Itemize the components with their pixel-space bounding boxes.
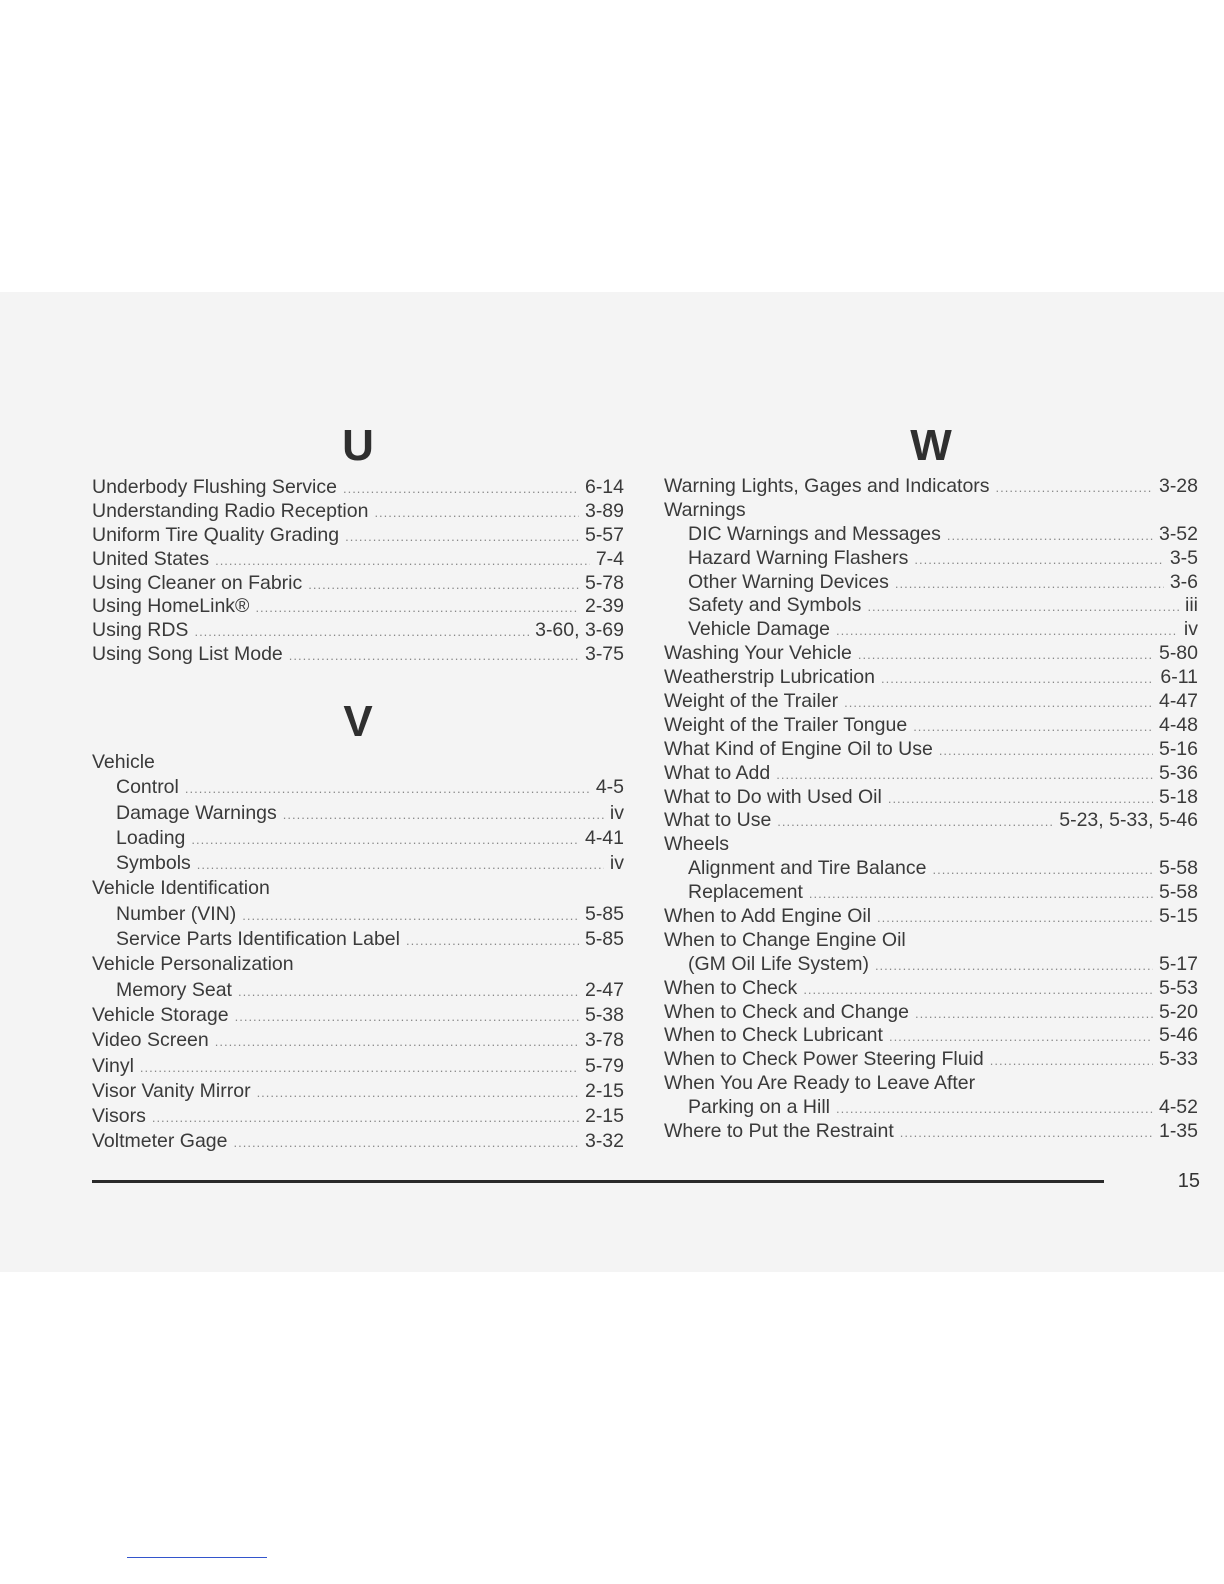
entry-label: Using HomeLink® xyxy=(92,595,250,618)
entry-page-ref: 4-47 xyxy=(1158,690,1198,713)
index-entry xyxy=(92,619,624,643)
entry-label: Warnings xyxy=(664,498,746,521)
entry-page-ref: 5-33 xyxy=(1158,1048,1198,1071)
entry-label: Parking on a Hill xyxy=(688,1096,830,1119)
index-entry xyxy=(664,905,1198,929)
index-entry xyxy=(92,524,624,548)
entry-page-ref: 3-78 xyxy=(584,1029,624,1052)
entry-label: Vehicle Personalization xyxy=(92,953,294,976)
dot-leader xyxy=(889,1025,1153,1049)
entry-label: Damage Warnings xyxy=(116,801,277,824)
index-entry xyxy=(664,809,1198,833)
entry-page-ref: 3-6 xyxy=(1169,570,1198,593)
index-entry xyxy=(92,978,624,1003)
section-v-entries xyxy=(92,750,624,1155)
index-entry xyxy=(92,1079,624,1104)
entry-page-ref: 5-79 xyxy=(584,1054,624,1077)
index-entry xyxy=(92,927,624,952)
dot-leader xyxy=(836,1097,1153,1121)
dot-leader xyxy=(343,477,579,501)
dot-leader xyxy=(289,644,579,668)
dot-leader xyxy=(867,595,1179,619)
entry-page-ref: 4-52 xyxy=(1158,1096,1198,1119)
entry-label: Washing Your Vehicle xyxy=(664,642,852,665)
entry-label: What Kind of Engine Oil to Use xyxy=(664,737,933,760)
entry-label: Loading xyxy=(116,826,186,849)
entry-page-ref: 3-75 xyxy=(584,643,624,666)
entry-label: Vehicle Damage xyxy=(688,618,831,641)
entry-page-ref: 5-38 xyxy=(584,1003,624,1026)
index-entry xyxy=(664,666,1198,690)
dot-leader xyxy=(803,978,1153,1002)
entry-page-ref: 4-5 xyxy=(595,776,624,799)
entry-label: Warning Lights, Gages and Indicators xyxy=(664,475,990,497)
index-entry xyxy=(664,762,1198,786)
entry-page-ref: 2-15 xyxy=(584,1079,624,1102)
index-entry xyxy=(92,476,624,500)
entry-page-ref: 5-58 xyxy=(1158,881,1198,904)
entry-page-ref: 5-57 xyxy=(584,523,624,546)
index-entry xyxy=(664,547,1198,571)
index-entry xyxy=(92,1028,624,1053)
index-entry xyxy=(92,548,624,572)
index-entry xyxy=(664,1120,1198,1144)
index-entry xyxy=(92,643,624,667)
entry-page-ref: 5-23, 5-33, 5-46 xyxy=(1059,809,1198,832)
entry-page-ref: 3-89 xyxy=(584,499,624,522)
entry-label: Control xyxy=(116,776,179,799)
dot-leader xyxy=(215,1029,579,1054)
dot-leader xyxy=(234,1130,579,1155)
entry-label: Using RDS xyxy=(92,619,189,642)
entry-label: Memory Seat xyxy=(116,978,232,1001)
entry-page-ref: 5-15 xyxy=(1158,905,1198,928)
dot-leader xyxy=(875,954,1153,978)
entry-page-ref: 6-14 xyxy=(584,476,624,498)
entry-page-ref: 3-28 xyxy=(1158,475,1198,497)
dot-leader xyxy=(242,903,579,928)
entry-page-ref: 2-47 xyxy=(584,978,624,1001)
index-entry xyxy=(664,594,1198,618)
entry-page-ref: iv xyxy=(1183,618,1198,641)
dot-leader xyxy=(308,573,579,597)
entry-label: (GM Oil Life System) xyxy=(688,952,869,975)
index-entry xyxy=(664,786,1198,810)
footer-rule xyxy=(92,1180,1104,1183)
entry-page-ref: 5-20 xyxy=(1158,1000,1198,1023)
dot-leader xyxy=(374,501,579,525)
entry-page-ref: 4-41 xyxy=(584,826,624,849)
index-entry xyxy=(664,738,1198,762)
entry-page-ref: 4-48 xyxy=(1158,713,1198,736)
index-entry xyxy=(92,826,624,851)
entry-label: Other Warning Devices xyxy=(688,570,889,593)
dot-leader xyxy=(235,1004,579,1029)
dot-leader xyxy=(881,667,1154,691)
entry-page-ref: iv xyxy=(609,852,624,875)
entry-label: When to Check Power Steering Fluid xyxy=(664,1048,984,1071)
dot-leader xyxy=(345,525,579,549)
index-entry xyxy=(92,851,624,876)
dot-leader xyxy=(152,1105,579,1130)
index-entry xyxy=(92,1129,624,1154)
index-entry xyxy=(92,902,624,927)
entry-label: Visor Vanity Mirror xyxy=(92,1079,251,1102)
dot-leader xyxy=(996,476,1153,500)
index-entry-heading xyxy=(664,833,1198,857)
entry-page-ref: 5-18 xyxy=(1158,785,1198,808)
index-entry xyxy=(664,977,1198,1001)
section-w-entries xyxy=(664,475,1198,1144)
entry-page-ref: iv xyxy=(609,801,624,824)
index-entry xyxy=(664,618,1198,642)
index-entry xyxy=(664,1024,1198,1048)
entry-page-ref: 5-80 xyxy=(1158,642,1198,665)
entry-page-ref: 5-17 xyxy=(1158,952,1198,975)
entry-label: Understanding Radio Reception xyxy=(92,499,369,522)
entry-label: United States xyxy=(92,547,210,570)
entry-label: When to Check and Change xyxy=(664,1000,909,1023)
index-entry xyxy=(664,571,1198,595)
entry-label: Weight of the Trailer Tongue xyxy=(664,713,908,736)
entry-page-ref: 5-53 xyxy=(1158,976,1198,999)
entry-page-ref: 3-5 xyxy=(1169,546,1198,569)
entry-page-ref: 5-46 xyxy=(1158,1024,1198,1047)
entry-label: When You Are Ready to Leave After xyxy=(664,1072,976,1095)
entry-page-ref: 1-35 xyxy=(1158,1120,1198,1143)
dot-leader xyxy=(915,1002,1153,1026)
index-entry xyxy=(92,1104,624,1129)
index-entry xyxy=(664,953,1198,977)
index-entry xyxy=(92,572,624,596)
dot-leader xyxy=(257,1080,579,1105)
entry-label: Symbols xyxy=(116,852,191,875)
dot-leader xyxy=(809,882,1153,906)
entry-label: Vehicle Identification xyxy=(92,877,270,900)
dot-leader xyxy=(283,802,604,827)
entry-page-ref: 5-58 xyxy=(1158,857,1198,880)
index-entry xyxy=(92,801,624,826)
index-entry xyxy=(92,775,624,800)
dot-leader xyxy=(895,572,1164,596)
entry-page-ref: 5-85 xyxy=(584,902,624,925)
dot-leader xyxy=(185,776,590,801)
entry-label: Replacement xyxy=(688,881,803,904)
dot-leader xyxy=(939,739,1153,763)
index-entry xyxy=(664,1001,1198,1025)
index-entry xyxy=(664,1096,1198,1120)
entry-page-ref: 2-39 xyxy=(584,595,624,618)
entry-page-ref: 5-78 xyxy=(584,571,624,594)
dot-leader xyxy=(197,852,604,877)
section-u-entries xyxy=(92,476,624,667)
entry-label: Using Song List Mode xyxy=(92,643,283,666)
entry-label: Service Parts Identification Label xyxy=(116,928,400,951)
entry-label: What to Add xyxy=(664,761,771,784)
entry-label: Safety and Symbols xyxy=(688,594,862,617)
entry-page-ref: 3-52 xyxy=(1158,522,1198,545)
entry-page-ref: 3-60, 3-69 xyxy=(535,619,624,642)
entry-label: DIC Warnings and Messages xyxy=(688,522,941,545)
section-letter-u: U xyxy=(342,421,374,470)
index-entry xyxy=(92,1003,624,1028)
entry-page-ref: 5-36 xyxy=(1158,761,1198,784)
entry-page-ref: 5-85 xyxy=(584,928,624,951)
footer-link-underline xyxy=(127,1557,267,1558)
dot-leader xyxy=(900,1121,1153,1145)
entry-label: What to Do with Used Oil xyxy=(664,785,882,808)
index-entry-heading xyxy=(92,952,624,977)
dot-leader xyxy=(776,763,1153,787)
entry-label: Vehicle Storage xyxy=(92,1003,229,1026)
index-entry xyxy=(92,1054,624,1079)
section-letter-w: W xyxy=(910,421,952,470)
dot-leader xyxy=(990,1049,1153,1073)
index-entry xyxy=(664,1048,1198,1072)
dot-leader xyxy=(238,979,579,1004)
entry-label: Vehicle xyxy=(92,751,155,773)
dot-leader xyxy=(194,620,529,644)
index-entry xyxy=(664,857,1198,881)
section-letter-v: V xyxy=(343,697,373,746)
entry-label: Alignment and Tire Balance xyxy=(688,857,927,880)
entry-label: What to Use xyxy=(664,809,772,832)
entry-label: When to Check xyxy=(664,976,798,999)
index-entry xyxy=(664,714,1198,738)
index-entry-heading xyxy=(664,1072,1198,1096)
entry-label: When to Add Engine Oil xyxy=(664,905,872,928)
dot-leader xyxy=(914,548,1163,572)
entry-label: Voltmeter Gage xyxy=(92,1130,228,1153)
entry-label: Weight of the Trailer xyxy=(664,690,839,713)
entry-label: Where to Put the Restraint xyxy=(664,1120,894,1143)
entry-label: Uniform Tire Quality Grading xyxy=(92,523,340,546)
index-entry xyxy=(664,881,1198,905)
entry-label: Visors xyxy=(92,1105,146,1128)
dot-leader xyxy=(913,715,1153,739)
index-entry xyxy=(664,642,1198,666)
dot-leader xyxy=(140,1055,579,1080)
dot-leader xyxy=(255,596,579,620)
index-entry-heading xyxy=(92,876,624,901)
page-number: 15 xyxy=(1177,1170,1200,1192)
index-entry xyxy=(92,500,624,524)
entry-label: Weatherstrip Lubrication xyxy=(664,666,875,689)
dot-leader xyxy=(932,858,1152,882)
dot-leader xyxy=(844,691,1153,715)
entry-page-ref: 6-11 xyxy=(1160,666,1198,689)
dot-leader xyxy=(836,619,1178,643)
entry-label: When to Check Lubricant xyxy=(664,1024,883,1047)
dot-leader xyxy=(191,827,579,852)
entry-label: Vinyl xyxy=(92,1054,134,1077)
index-entry-heading xyxy=(92,750,624,775)
entry-page-ref: 3-32 xyxy=(584,1130,624,1153)
entry-label: When to Change Engine Oil xyxy=(664,928,906,951)
entry-label: Hazard Warning Flashers xyxy=(688,546,909,569)
dot-leader xyxy=(215,549,590,573)
dot-leader xyxy=(947,524,1153,548)
dot-leader xyxy=(406,928,579,953)
dot-leader xyxy=(777,810,1053,834)
dot-leader xyxy=(858,643,1153,667)
index-entry xyxy=(664,523,1198,547)
entry-label: Number (VIN) xyxy=(116,902,237,925)
entry-label: Using Cleaner on Fabric xyxy=(92,571,303,594)
dot-leader xyxy=(888,787,1153,811)
entry-page-ref: 7-4 xyxy=(595,547,624,570)
dot-leader xyxy=(877,906,1153,930)
entry-page-ref: 2-15 xyxy=(584,1105,624,1128)
entry-label: Video Screen xyxy=(92,1029,209,1052)
index-entry xyxy=(92,595,624,619)
index-entry xyxy=(664,690,1198,714)
index-entry-heading xyxy=(664,499,1198,523)
entry-label: Underbody Flushing Service xyxy=(92,476,337,498)
index-entry-heading xyxy=(664,929,1198,953)
index-entry xyxy=(664,475,1198,499)
entry-page-ref: iii xyxy=(1185,594,1198,617)
entry-page-ref: 5-16 xyxy=(1158,737,1198,760)
entry-label: Wheels xyxy=(664,833,730,856)
